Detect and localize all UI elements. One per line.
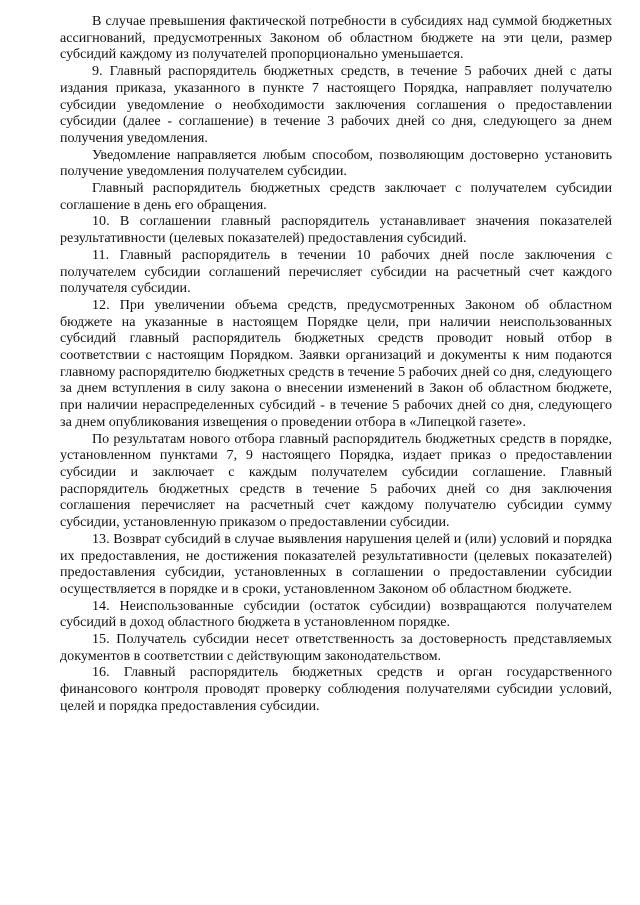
paragraph-subsidy-reduction: В случае превышения фактической потребности в субсидиях над суммой бюджетных ассигнований, предусмотренных Законом об областном бюджете на эти цели, размер субсидий каждому из получателей пропорционально уменьшается. bbox=[60, 13, 612, 63]
paragraph-item-10: 10. В соглашении главный распорядитель устанавливает значения показателей результативности (целевых показателей) предоставления субсидий. bbox=[60, 213, 612, 247]
paragraph-item-12: 12. При увеличении объема средств, предусмотренных Законом об областном бюджете на указанные в настоящем Порядке цели, при наличии неиспользованных субсидий главный распорядитель бюджетных средств проводит новый отбор в соответствии с настоящим Порядком. Заявки организаций и документы к ним подаются главному распорядителю бюджетных средств в течение 5 рабочих дней со дня, следующего за днем вступления в силу закона о внесении изменений в Закон об областном бюджете, при наличии нераспределенных субсидий - в течение 5 рабочих дней со дня, следующего за днем опубликования извещения о проведении отбора в «Липецкой газете». bbox=[60, 296, 612, 430]
paragraph-item-16: 16. Главный распорядитель бюджетных средств и орган государственного финансового контроля проводят проверку соблюдения получателями субсидии условий, целей и порядка предоставления субсидии. bbox=[60, 664, 612, 714]
paragraph-item-9: 9. Главный распорядитель бюджетных средств, в течение 5 рабочих дней с даты издания приказа, указанного в пункте 7 настоящего Порядка, направляет получателю субсидии уведомление о необходимости заключения соглашения о предоставлении субсидии (далее - соглашение) в течение 3 рабочих дней со дня, следующего за днем получения уведомления. bbox=[60, 63, 612, 146]
paragraph-item-11: 11. Главный распорядитель в течении 10 рабочих дней после заключения с получателем субсидии соглашений перечисляет субсидии на расчетный счет каждого получателя субсидии. bbox=[60, 246, 612, 297]
paragraph-item-15: 15. Получатель субсидии несет ответственность за достоверность представляемых документов в соответствии с действующим законодательством. bbox=[60, 631, 612, 664]
paragraph-notification-method: Уведомление направляется любым способом, позволяющим достоверно установить получение уведомления получателем субсидии. bbox=[60, 146, 612, 180]
paragraph-item-13: 13. Возврат субсидий в случае выявления нарушения целей и (или) условий и порядка их предоставления, не достижения показателей результативности (целевых показателей) предоставления субсидии, установленных в соглашении о предоставлении субсидии осуществляется в порядке и в сроки, установленном Законом об областном бюджете. bbox=[60, 530, 612, 597]
paragraph-new-selection-results: По результатам нового отбора главный распорядитель бюджетных средств в порядке, установленном пунктами 7, 9 настоящего Порядка, издает приказ о предоставлении субсидии и заключает с каждым получателем субсидии соглашение. Главный распорядитель бюджетных средств в течение 5 рабочих дней со дня заключения соглашения перечисляет на расчетный счет каждому получателю субсидии сумму субсидии, установленную приказом о предоставлении субсидии. bbox=[60, 430, 612, 531]
paragraph-item-14: 14. Неиспользованные субсидии (остаток субсидии) возвращаются получателем субсидий в доход областного бюджета в установленном порядке. bbox=[60, 597, 612, 631]
document-page bbox=[60, 13, 612, 715]
paragraph-agreement-signing: Главный распорядитель бюджетных средств заключает с получателем субсидии соглашение в день его обращения. bbox=[60, 180, 612, 213]
